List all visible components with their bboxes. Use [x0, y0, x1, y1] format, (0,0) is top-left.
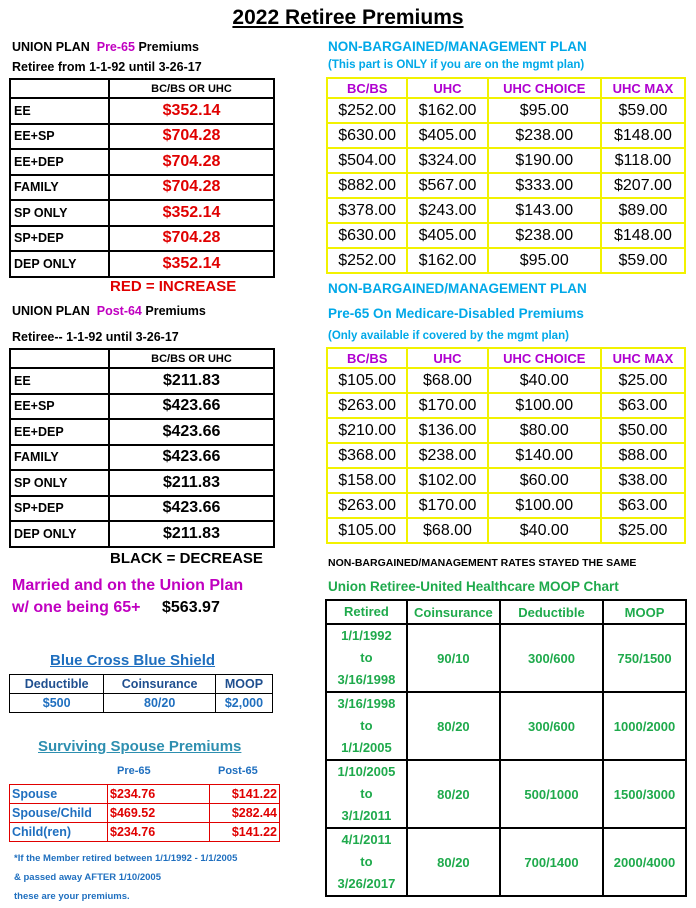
table-row — [10, 470, 274, 496]
row-label: SP+DEP — [10, 496, 109, 522]
table-header-row — [326, 600, 686, 624]
mgmt-disabled-subheading: Pre-65 On Medicare-Disabled Premiums — [328, 306, 584, 321]
decrease-note: BLACK = DECREASE — [110, 550, 263, 567]
table-cell: $100.00 — [488, 493, 601, 518]
table-cell: $50.00 — [601, 418, 685, 443]
retired-range — [326, 692, 407, 760]
row-label: Child(ren) — [10, 823, 108, 842]
moop-title: Union Retiree-United Healthcare MOOP Chart — [328, 579, 619, 594]
table-row — [10, 149, 274, 175]
table-header-cell: UHC MAX — [601, 348, 685, 368]
retired-to: 3/16/1998 — [337, 672, 396, 687]
coinsurance-cell: 80/20 — [407, 828, 500, 896]
moop-cell: 1500/3000 — [603, 760, 686, 828]
table-row — [10, 694, 273, 713]
union-post64-table — [9, 348, 275, 548]
table-row — [327, 418, 685, 443]
coinsurance-cell: 80/20 — [407, 760, 500, 828]
footnote-line: & passed away AFTER 1/10/2005 — [14, 872, 161, 883]
table-header-row — [327, 348, 685, 368]
union-post64-heading — [12, 304, 206, 318]
retired-from: 1/10/2005 — [337, 764, 396, 779]
row-value: $704.28 — [109, 149, 274, 175]
mgmt-subheading: (This part is ONLY if you are on the mgmt plan) — [328, 59, 585, 71]
table-row — [10, 785, 280, 804]
table-cell: $148.00 — [601, 223, 685, 248]
retired-range — [326, 760, 407, 828]
increase-note: RED = INCREASE — [110, 278, 237, 295]
table-cell: $88.00 — [601, 443, 685, 468]
row-value: $423.66 — [109, 445, 274, 471]
bcbs-table — [9, 674, 273, 713]
moop-cell: 750/1500 — [603, 624, 686, 692]
table-row — [327, 248, 685, 273]
surviving-title: Surviving Spouse Premiums — [38, 738, 242, 755]
table-row — [10, 200, 274, 226]
coinsurance-cell: 90/10 — [407, 624, 500, 692]
table-row — [10, 823, 280, 842]
table-row — [327, 173, 685, 198]
premiums-label: Premiums — [145, 304, 206, 318]
table-cell: $263.00 — [327, 393, 407, 418]
table-cell: $252.00 — [327, 248, 407, 273]
union-plan-label: UNION PLAN — [12, 40, 90, 54]
table-cell: $162.00 — [407, 98, 487, 123]
table-header-cell: UHC — [407, 78, 487, 98]
table-header-cell: UHC CHOICE — [488, 348, 601, 368]
row-label: EE+DEP — [10, 149, 109, 175]
table-header-cell: Coinsurance — [104, 675, 216, 694]
table-cell: $105.00 — [327, 368, 407, 393]
table-row — [327, 98, 685, 123]
table-header-cell: BC/BS — [327, 78, 407, 98]
table-cell: $100.00 — [488, 393, 601, 418]
table-row — [326, 828, 686, 896]
table-cell: $263.00 — [327, 493, 407, 518]
table-cell: $170.00 — [407, 393, 487, 418]
table-cell: $238.00 — [488, 223, 601, 248]
deductible-cell: 700/1400 — [500, 828, 603, 896]
table-cell: $333.00 — [488, 173, 601, 198]
table-cell: $105.00 — [327, 518, 407, 543]
row-label: EE+SP — [10, 124, 109, 150]
table-cell: $102.00 — [407, 468, 487, 493]
row-value: $423.66 — [109, 394, 274, 420]
table-header-row — [10, 79, 274, 98]
table-cell: $405.00 — [407, 223, 487, 248]
table-cell: $80.00 — [488, 418, 601, 443]
married-line2: w/ one being 65+ — [12, 599, 141, 616]
row-value-pre65: $234.76 — [108, 785, 210, 804]
table-cell: $59.00 — [601, 98, 685, 123]
table-cell: $324.00 — [407, 148, 487, 173]
surviving-col-pre65: Pre-65 — [117, 765, 151, 777]
table-cell: $500 — [10, 694, 104, 713]
retired-to: 3/1/2011 — [341, 808, 392, 823]
table-cell: $630.00 — [327, 123, 407, 148]
table-cell: $252.00 — [327, 98, 407, 123]
union-pre65-subheading: Retiree from 1-1-92 until 3-26-17 — [12, 60, 202, 74]
row-value: $704.28 — [109, 226, 274, 252]
table-row — [10, 226, 274, 252]
table-cell: $38.00 — [601, 468, 685, 493]
row-value-post65: $141.22 — [210, 785, 280, 804]
table-cell: $567.00 — [407, 173, 487, 198]
row-value-post65: $282.44 — [210, 804, 280, 823]
table-cell: $68.00 — [407, 518, 487, 543]
table-cell: $25.00 — [601, 368, 685, 393]
row-label: SP ONLY — [10, 470, 109, 496]
table-header-row — [10, 675, 273, 694]
table-cell: 80/20 — [104, 694, 216, 713]
married-line1: Married and on the Union Plan — [12, 577, 244, 594]
union-pre65-table — [9, 78, 275, 278]
table-cell: $95.00 — [488, 98, 601, 123]
row-value: $352.14 — [109, 98, 274, 124]
table-cell: $59.00 — [601, 248, 685, 273]
mgmt-heading: NON-BARGAINED/MANAGEMENT PLAN — [328, 39, 587, 54]
row-value: $704.28 — [109, 175, 274, 201]
deductible-cell: 300/600 — [500, 624, 603, 692]
table-row — [10, 394, 274, 420]
table-row — [10, 804, 280, 823]
table-cell: $190.00 — [488, 148, 601, 173]
deductible-cell: 500/1000 — [500, 760, 603, 828]
table-row — [327, 198, 685, 223]
row-value: $423.66 — [109, 419, 274, 445]
retired-to-word: to — [360, 786, 373, 801]
moop-cell: 2000/4000 — [603, 828, 686, 896]
table-cell: $68.00 — [407, 368, 487, 393]
table-header-blank — [10, 79, 109, 98]
table-cell: $2,000 — [215, 694, 272, 713]
table-row — [326, 760, 686, 828]
table-header-cell: UHC MAX — [601, 78, 685, 98]
table-header-blank — [10, 349, 109, 368]
table-cell: $238.00 — [488, 123, 601, 148]
table-row — [327, 518, 685, 543]
retired-from: 4/1/2011 — [341, 832, 392, 847]
table-cell: $89.00 — [601, 198, 685, 223]
table-row — [10, 496, 274, 522]
pre65-label: Pre-65 — [96, 40, 135, 54]
table-cell: $143.00 — [488, 198, 601, 223]
row-label: EE — [10, 98, 109, 124]
table-row — [327, 223, 685, 248]
union-plan-label: UNION PLAN — [12, 304, 90, 318]
table-header-cell: Retired — [326, 600, 407, 624]
table-row — [326, 692, 686, 760]
table-header-row — [10, 349, 274, 368]
table-cell: $405.00 — [407, 123, 487, 148]
retired-to: 1/1/2005 — [341, 740, 392, 755]
table-header-cell: BC/BS OR UHC — [109, 349, 274, 368]
table-cell: $882.00 — [327, 173, 407, 198]
table-row — [327, 368, 685, 393]
row-label: SP+DEP — [10, 226, 109, 252]
coinsurance-cell: 80/20 — [407, 692, 500, 760]
table-cell: $207.00 — [601, 173, 685, 198]
table-row — [10, 445, 274, 471]
table-header-cell: Deductible — [10, 675, 104, 694]
table-header-cell: MOOP — [603, 600, 686, 624]
table-row — [326, 624, 686, 692]
row-label: FAMILY — [10, 445, 109, 471]
table-cell: $630.00 — [327, 223, 407, 248]
retired-to-word: to — [360, 854, 373, 869]
table-cell: $504.00 — [327, 148, 407, 173]
table-header-cell: BC/BS OR UHC — [109, 79, 274, 98]
footnote-line: *If the Member retired between 1/1/1992 - 1/1/2005 — [14, 853, 238, 864]
surviving-table — [9, 784, 280, 842]
table-cell: $140.00 — [488, 443, 601, 468]
table-header-cell: Coinsurance — [407, 600, 500, 624]
row-value: $704.28 — [109, 124, 274, 150]
row-label: EE+SP — [10, 394, 109, 420]
row-value: $211.83 — [109, 521, 274, 547]
table-header-cell: MOOP — [215, 675, 272, 694]
table-cell: $378.00 — [327, 198, 407, 223]
footnote-line: these are your premiums. — [14, 891, 130, 902]
mgmt-disabled-subheading2: (Only available if covered by the mgmt plan) — [328, 330, 569, 342]
table-cell: $158.00 — [327, 468, 407, 493]
table-cell: $60.00 — [488, 468, 601, 493]
table-cell: $368.00 — [327, 443, 407, 468]
table-row — [10, 521, 274, 547]
table-row — [327, 493, 685, 518]
table-row — [10, 419, 274, 445]
table-cell: $95.00 — [488, 248, 601, 273]
table-cell: $40.00 — [488, 518, 601, 543]
table-row — [327, 148, 685, 173]
table-row — [10, 124, 274, 150]
row-value: $211.83 — [109, 470, 274, 496]
mgmt-table — [326, 77, 686, 274]
table-cell: $210.00 — [327, 418, 407, 443]
row-value: $352.14 — [109, 251, 274, 277]
row-value: $352.14 — [109, 200, 274, 226]
table-row — [327, 443, 685, 468]
table-row — [10, 251, 274, 277]
row-label: DEP ONLY — [10, 251, 109, 277]
bcbs-title: Blue Cross Blue Shield — [50, 652, 216, 669]
table-cell: $170.00 — [407, 493, 487, 518]
table-row — [327, 468, 685, 493]
moop-cell: 1000/2000 — [603, 692, 686, 760]
married-value: $563.97 — [162, 599, 220, 616]
table-cell: $63.00 — [601, 393, 685, 418]
table-cell: $25.00 — [601, 518, 685, 543]
table-cell: $148.00 — [601, 123, 685, 148]
rates-same-note: NON-BARGAINED/MANAGEMENT RATES STAYED THE SAME — [328, 557, 637, 569]
premiums-label: Premiums — [138, 40, 199, 54]
retired-range — [326, 828, 407, 896]
table-header-cell: UHC — [407, 348, 487, 368]
post64-label: Post-64 — [96, 304, 142, 318]
retired-to-word: to — [360, 718, 373, 733]
retired-from: 1/1/1992 — [341, 628, 392, 643]
table-cell: $118.00 — [601, 148, 685, 173]
surviving-footnote — [14, 849, 237, 906]
table-cell: $162.00 — [407, 248, 487, 273]
table-header-cell: Deductible — [500, 600, 603, 624]
table-row — [10, 175, 274, 201]
table-row — [10, 98, 274, 124]
mgmt-disabled-table — [326, 347, 686, 544]
mgmt-disabled-heading: NON-BARGAINED/MANAGEMENT PLAN — [328, 281, 587, 296]
page-title: 2022 Retiree Premiums — [232, 6, 464, 29]
row-label: DEP ONLY — [10, 521, 109, 547]
table-cell: $238.00 — [407, 443, 487, 468]
row-label: Spouse — [10, 785, 108, 804]
table-row — [10, 368, 274, 394]
table-header-cell: BC/BS — [327, 348, 407, 368]
row-value-pre65: $469.52 — [108, 804, 210, 823]
row-label: SP ONLY — [10, 200, 109, 226]
table-cell: $63.00 — [601, 493, 685, 518]
retired-from: 3/16/1998 — [337, 696, 396, 711]
row-label: FAMILY — [10, 175, 109, 201]
union-post64-subheading: Retiree-- 1-1-92 until 3-26-17 — [12, 330, 179, 344]
moop-table — [325, 599, 687, 897]
row-label: EE — [10, 368, 109, 394]
table-header-row — [327, 78, 685, 98]
retired-to: 3/26/2017 — [337, 876, 396, 891]
row-label: EE+DEP — [10, 419, 109, 445]
table-cell: $243.00 — [407, 198, 487, 223]
row-value: $211.83 — [109, 368, 274, 394]
union-pre65-heading — [12, 40, 199, 54]
deductible-cell: 300/600 — [500, 692, 603, 760]
retired-to-word: to — [360, 650, 373, 665]
row-value-pre65: $234.76 — [108, 823, 210, 842]
surviving-col-post65: Post-65 — [218, 765, 258, 777]
table-cell: $40.00 — [488, 368, 601, 393]
row-value: $423.66 — [109, 496, 274, 522]
table-cell: $136.00 — [407, 418, 487, 443]
row-value-post65: $141.22 — [210, 823, 280, 842]
retired-range — [326, 624, 407, 692]
row-label: Spouse/Child — [10, 804, 108, 823]
table-row — [327, 123, 685, 148]
table-header-cell: UHC CHOICE — [488, 78, 601, 98]
table-row — [327, 393, 685, 418]
